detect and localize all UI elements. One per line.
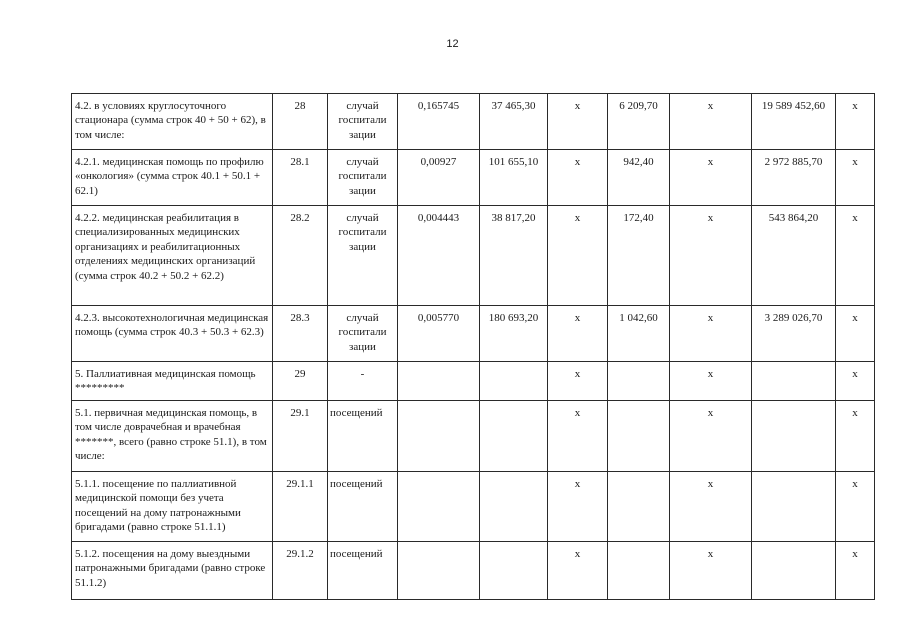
table-row: [72, 472, 875, 542]
row-value-7: х: [836, 306, 875, 362]
row-value-1: [398, 362, 480, 401]
row-value-2: [480, 542, 548, 600]
row-value-7: х: [836, 94, 875, 150]
row-value-2: 38 817,20: [480, 206, 548, 306]
row-name: 5. Паллиативная медицинская помощь *********: [72, 362, 273, 401]
row-value-4: [608, 362, 670, 401]
row-value-6: 3 289 026,70: [752, 306, 836, 362]
row-value-3: х: [548, 150, 608, 206]
row-value-2: 180 693,20: [480, 306, 548, 362]
row-value-7: х: [836, 150, 875, 206]
row-number: 29.1.1: [273, 472, 328, 542]
row-number: 29.1: [273, 401, 328, 472]
row-number: 29.1.2: [273, 542, 328, 600]
row-value-2: 101 655,10: [480, 150, 548, 206]
row-value-3: х: [548, 362, 608, 401]
row-number: 28.1: [273, 150, 328, 206]
row-value-7: х: [836, 542, 875, 600]
row-value-6: [752, 542, 836, 600]
row-value-4: 1 042,60: [608, 306, 670, 362]
row-value-7: х: [836, 401, 875, 472]
row-unit: посещений: [328, 542, 398, 600]
row-value-7: х: [836, 206, 875, 306]
row-value-5: х: [670, 472, 752, 542]
row-value-3: х: [548, 306, 608, 362]
row-value-6: [752, 362, 836, 401]
row-unit: посещений: [328, 472, 398, 542]
page-number: 12: [446, 38, 459, 50]
row-name: 4.2.3. высокотехнологичная медицинская помощь (сумма строк 40.3 + 50.3 + 62.3): [72, 306, 273, 362]
row-number: 28.2: [273, 206, 328, 306]
table-row: [72, 401, 875, 472]
row-name: 4.2. в условиях круглосуточного стационара (сумма строк 40 + 50 + 62), в том числе:: [72, 94, 273, 150]
row-value-2: 37 465,30: [480, 94, 548, 150]
row-value-6: [752, 472, 836, 542]
row-value-3: х: [548, 472, 608, 542]
row-unit: случай госпитали зации: [328, 94, 398, 150]
row-value-4: 172,40: [608, 206, 670, 306]
row-value-6: 19 589 452,60: [752, 94, 836, 150]
row-value-1: 0,005770: [398, 306, 480, 362]
row-value-4: 6 209,70: [608, 94, 670, 150]
row-value-3: х: [548, 94, 608, 150]
row-value-7: х: [836, 362, 875, 401]
row-value-1: [398, 472, 480, 542]
row-value-2: [480, 362, 548, 401]
row-name: 4.2.1. медицинская помощь по профилю «онкология» (сумма строк 40.1 + 50.1 + 62.1): [72, 150, 273, 206]
row-value-1: [398, 401, 480, 472]
row-value-1: 0,004443: [398, 206, 480, 306]
row-value-2: [480, 472, 548, 542]
row-name: 5.1.2. посещения на дому выездными патронажными бригадами (равно строке 51.1.2): [72, 542, 273, 600]
row-value-4: [608, 542, 670, 600]
table-row: [72, 94, 875, 150]
table-row: [72, 206, 875, 306]
row-value-3: х: [548, 206, 608, 306]
row-name: 4.2.2. медицинская реабилитация в специализированных медицинских организациях и реабилитационных отделениях медицинских организаций (сумма строк 40.2 + 50.2 + 62.2): [72, 206, 273, 306]
row-value-1: 0,165745: [398, 94, 480, 150]
row-value-4: [608, 472, 670, 542]
financing-table: [71, 93, 875, 600]
row-number: 28.3: [273, 306, 328, 362]
row-value-6: [752, 401, 836, 472]
row-value-6: 2 972 885,70: [752, 150, 836, 206]
row-value-5: х: [670, 206, 752, 306]
row-value-7: х: [836, 472, 875, 542]
row-value-3: х: [548, 401, 608, 472]
row-number: 28: [273, 94, 328, 150]
row-value-5: х: [670, 306, 752, 362]
row-name: 5.1.1. посещение по паллиативной медицинской помощи без учета посещений на дому патронажными бригадами (равно строке 51.1.1): [72, 472, 273, 542]
row-unit: посещений: [328, 401, 398, 472]
row-value-1: 0,00927: [398, 150, 480, 206]
table-row: [72, 150, 875, 206]
row-number: 29: [273, 362, 328, 401]
row-unit: случай госпитали зации: [328, 206, 398, 306]
row-value-2: [480, 401, 548, 472]
row-name: 5.1. первичная медицинская помощь, в том числе доврачебная и врачебная *******, всего (равно строке 51.1), в том числе:: [72, 401, 273, 472]
table-row: [72, 306, 875, 362]
row-value-5: х: [670, 362, 752, 401]
row-unit: -: [328, 362, 398, 401]
row-value-4: [608, 401, 670, 472]
row-value-6: 543 864,20: [752, 206, 836, 306]
row-value-5: х: [670, 94, 752, 150]
row-value-5: х: [670, 150, 752, 206]
row-value-4: 942,40: [608, 150, 670, 206]
row-value-3: х: [548, 542, 608, 600]
row-value-5: х: [670, 542, 752, 600]
row-value-1: [398, 542, 480, 600]
table-row: [72, 542, 875, 600]
row-value-5: х: [670, 401, 752, 472]
table-row: [72, 362, 875, 401]
row-unit: случай госпитали зации: [328, 306, 398, 362]
row-unit: случай госпитали зации: [328, 150, 398, 206]
